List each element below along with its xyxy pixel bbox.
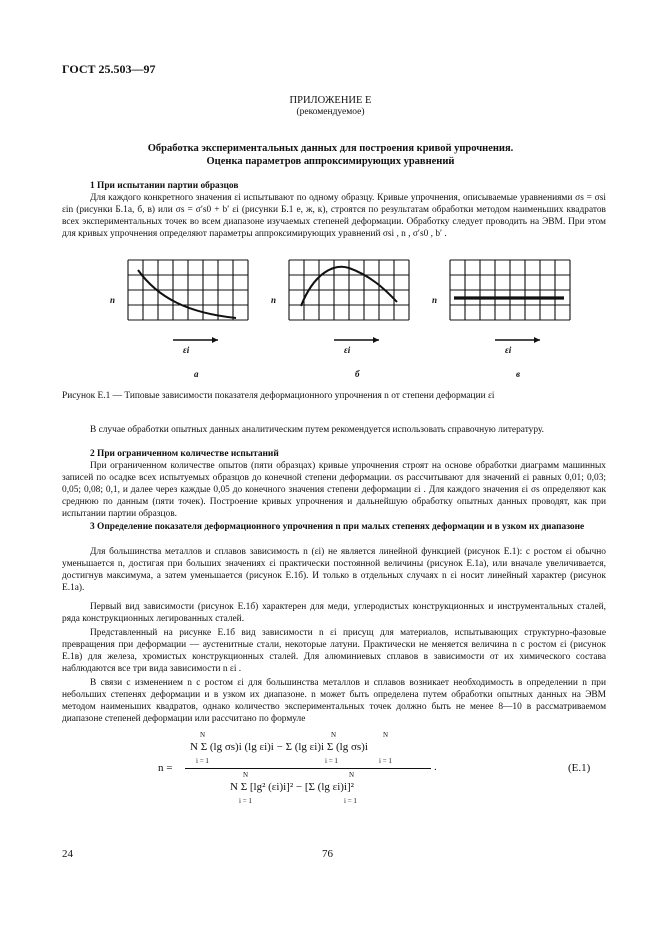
ylabel-a: n bbox=[110, 295, 116, 305]
sum-bottom-2: i = 1 bbox=[325, 757, 338, 765]
page-number-center: 76 bbox=[322, 848, 333, 860]
formula-denominator: N Σ [lg² (εi)i]² − [Σ (lg εi)i]² bbox=[230, 781, 354, 793]
section3-paragraph4: В связи с изменением n с ростом εi для большинства металлов и сплавов возникает необходимость в определении n при небольших степенях деформации и в узком их диапазоне. n может быть определена путем обработки опытных данных на ЭВМ методом наименьших квадратов, однако количество экспериментальных точек должно быть не менее 8—10 в рассматриваемом диапазоне степеней деформации или рассчитано по формуле bbox=[62, 678, 606, 725]
sum-bottom-5: i = 1 bbox=[344, 797, 357, 805]
formula-period: . bbox=[434, 761, 437, 773]
panel-label-a: а bbox=[194, 369, 199, 379]
sum-top-1: N bbox=[200, 731, 206, 739]
sum-top-3: N bbox=[383, 731, 389, 739]
curve-decreasing bbox=[138, 270, 236, 318]
x-axis-arrowhead bbox=[534, 337, 540, 343]
x-axis-arrowhead bbox=[212, 337, 218, 343]
sum-bottom-1: i = 1 bbox=[196, 757, 209, 765]
sum-bottom-4: i = 1 bbox=[239, 797, 252, 805]
section3-paragraph3: Представленный на рисунке Е.1б вид зависимости n εi присущ для материалов, испытывающих структурно-фазовые превращения при деформации — аустенитные стали, некоторые латуни. Практически не меняется величина n с ростом εi (рисунок Е.1в) для железа, хромистых конструкционных сталей. Для алюминиевых сплавов в зависимости от их химического состава наблюдаются все три вида зависимости n εi . bbox=[62, 628, 606, 675]
sum-top-2: N bbox=[331, 731, 337, 739]
heading-line2: Оценка параметров аппроксимирующих уравнений bbox=[206, 156, 455, 167]
x-axis-arrowhead bbox=[373, 337, 379, 343]
xlabel-b: εi bbox=[344, 345, 351, 355]
xlabel-c: εi bbox=[505, 345, 512, 355]
section2-paragraph: При ограниченном количестве опытов (пяти образцах) кривые упрочнения строят на основе обработки диаграмм машинных записей по осадке всех испытуемых образцов до конечной степени деформации. σs рассчитывают для значений εi равных 0,01; 0,03; 0,05; 0,08; 0,1, и далее через каждые 0,05 до конечного значения степени деформации εi . Для каждого значения εi σs определяют как среднюю по данным (пяти точек). Построение кривых упрочнения и дальнейшую обработку опытных данных проводят, как при испытании партии образцов. bbox=[62, 461, 606, 520]
sum-top-4: N bbox=[243, 771, 249, 779]
ylabel-c: n bbox=[432, 295, 438, 305]
panel-label-c: в bbox=[516, 369, 521, 379]
section3-title: 3 Определение показателя деформационного упрочнения n при малых степенях деформации и в узком их диапазоне bbox=[90, 522, 585, 532]
appendix-note: (рекомендуемое) bbox=[296, 107, 365, 117]
sum-bottom-3: i = 1 bbox=[379, 757, 392, 765]
section1-paragraph: Для каждого конкретного значения εi испытывают по одному образцу. Кривые упрочнения, описываемые уравнениями σs = σsi εin (рисунки Б.1а, б, в) или σs = σ′s0 + b′ εi (рисунки Б.1 е, ж, к), строятся по результатам обработки методом наименьших квадратов всех экспериментальных точек во всем диапазоне изучаемых степеней деформации. Обработку следует проводить на ЭВМ. При этом для кривых упрочнения определяют параметры аппроксимирующих уравнений σsi , n , σ′s0 , b′ . bbox=[62, 193, 606, 240]
page-number-left: 24 bbox=[62, 848, 73, 860]
xlabel-a: εi bbox=[183, 345, 190, 355]
section3-paragraph2: Первый вид зависимости (рисунок Е.1б) характерен для меди, углеродистых конструкционных и инструментальных сталей, ряда конструкционных легированных сталей. bbox=[62, 602, 606, 625]
section3-paragraph1: Для большинства металлов и сплавов зависимость n (εi) не является линейной функцией (рисунок Е.1): с ростом εi обычно уменьшается n, достигая при больших значениях εi практически постоянной величины (рисунок Е.1а), или вначале увеличивается, достигнув максимума, а затем уменьшается (рисунок Е.1б). И только в отдельных случаях n εi носит линейный характер (рисунок Е.1а). bbox=[62, 547, 606, 594]
ylabel-b: n bbox=[271, 295, 277, 305]
formula-tag: (Е.1) bbox=[568, 762, 591, 774]
formula-lhs: n = bbox=[158, 762, 173, 774]
paragraph-reference: В случае обработки опытных данных аналитическим путем рекомендуется использовать справочную литературу. bbox=[90, 425, 545, 435]
appendix-title: ПРИЛОЖЕНИЕ Е bbox=[289, 95, 372, 106]
sum-top-5: N bbox=[349, 771, 355, 779]
heading-line1: Обработка экспериментальных данных для построения кривой упрочнения. bbox=[147, 143, 514, 154]
panel-label-b: б bbox=[355, 369, 360, 379]
figure-caption: Рисунок Е.1 — Типовые зависимости показателя деформационного упрочнения n от степени деформации εi bbox=[62, 391, 495, 401]
fraction-bar bbox=[185, 768, 431, 769]
document-header: ГОСТ 25.503—97 bbox=[62, 62, 156, 76]
formula-numerator: N Σ (lg σs)i (lg εi)i − Σ (lg εi)i Σ (lg σs)i bbox=[190, 741, 368, 753]
section2-title: 2 При ограниченном количестве испытаний bbox=[90, 449, 279, 459]
section1-title: 1 При испытании партии образцов bbox=[90, 181, 239, 191]
